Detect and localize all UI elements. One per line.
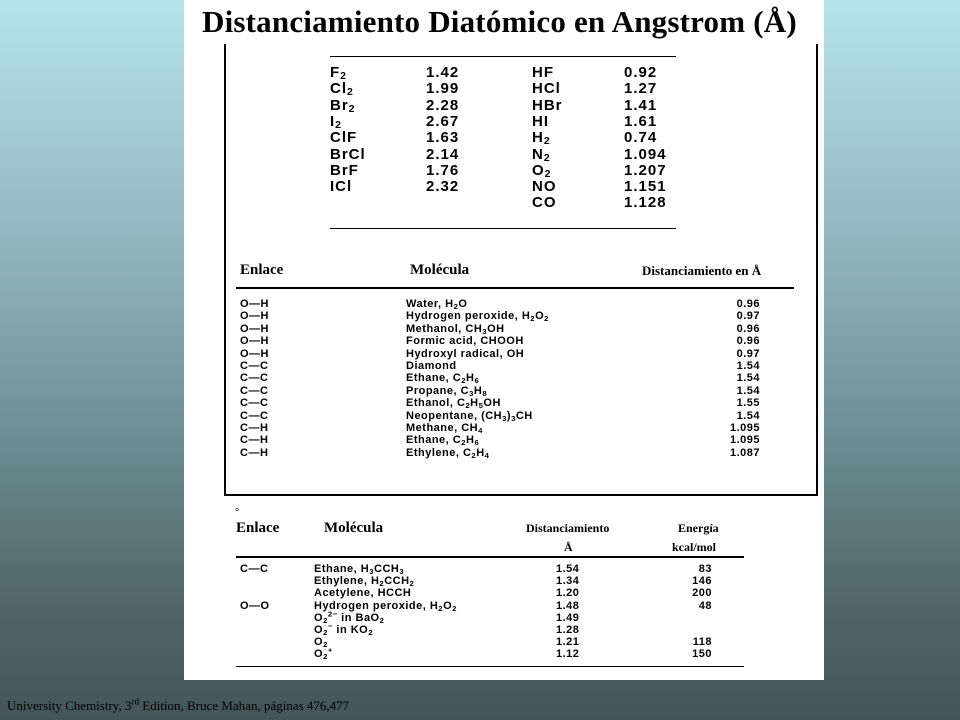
molecule-name: Methanol, $CH_3OH$ [406, 322, 505, 336]
bond-distance: 1.54 [556, 563, 580, 575]
molecule-formula: NO [532, 178, 557, 196]
bond-length: 1.094 [624, 145, 667, 163]
bond-length: 2.67 [426, 112, 460, 130]
bond-length: 1.76 [426, 161, 460, 179]
molecule-formula: ClF [330, 129, 358, 147]
molecule-name: Hydroxyl radical, OH [406, 347, 525, 360]
molecule-name: Ethane, $C_2H_6$ [406, 434, 480, 448]
bond-type: C—C [240, 409, 269, 422]
molecule-name: Propane, $C_3H_8$ [406, 384, 488, 398]
document-page [184, 0, 824, 680]
molecule-formula: HCl [532, 80, 561, 98]
diatomic-row [532, 113, 932, 129]
header-molecule-2: Molécula [324, 520, 384, 536]
molecule-formula: HI [532, 112, 549, 130]
bond-row [240, 360, 760, 373]
molecule-formula: BrCl [330, 145, 366, 163]
bond-distance: 1.54 [736, 372, 760, 385]
diatomic-row [532, 178, 932, 194]
bond-length: 1.63 [426, 129, 460, 147]
header-bond: Enlace [240, 262, 284, 278]
bond-type: C—H [240, 422, 269, 434]
molecule-name: $O_2$ [314, 636, 328, 650]
bond-distance: 1.55 [736, 397, 760, 410]
bond-energy: 200 [692, 587, 712, 600]
energy-row [240, 645, 740, 662]
bond-length: 0.92 [624, 64, 658, 81]
molecule-name: Acetylene, HCCH [314, 587, 412, 600]
bond-type: C—C [240, 372, 269, 385]
diatomic-row [532, 194, 932, 210]
bond-distance: 1.28 [556, 624, 580, 636]
molecule-name: Ethanol, $C_2H_5OH$ [406, 397, 501, 411]
diatomic-row [532, 64, 932, 80]
bond-energy: 83 [698, 563, 712, 575]
bond-distance: 0.97 [736, 310, 760, 323]
molecule-name: $O_2^-$ in $KO_2$ [314, 621, 374, 637]
bond-distance: 1.12 [556, 648, 580, 661]
molecule-name: Neopentane, $(CH_3)_3CH$ [406, 409, 533, 423]
molecule-formula: $I_2$ [330, 112, 343, 131]
bond-type: O—H [240, 347, 269, 360]
diatomic-row [532, 129, 932, 148]
bond-type: C—C [240, 360, 269, 372]
bond-distance: 0.97 [736, 347, 760, 360]
bond-distance: 1.095 [729, 422, 760, 434]
header-distance: Distanciamiento en Å [642, 263, 762, 278]
header-energy-unit: kcal/mol [672, 540, 716, 554]
bond-row [240, 447, 760, 460]
bond-type: O—H [240, 322, 269, 335]
molecule-name: $O_2^+$ [314, 645, 333, 662]
bond-row [240, 385, 760, 398]
bond-length: 1.151 [624, 178, 667, 196]
bond-length: 1.207 [624, 161, 667, 179]
bond-length: 1.27 [624, 80, 658, 98]
bond-length: 1.99 [426, 80, 460, 98]
bond-length: 2.32 [426, 178, 460, 196]
molecule-name: $O_2^{2-}$ in BaO$_2$ [314, 609, 385, 625]
molecule-formula: $O_2$ [532, 161, 552, 180]
molecule-formula: HBr [532, 96, 563, 114]
bond-row [240, 434, 760, 447]
energy-row [240, 609, 740, 625]
molecule-formula: BrF [330, 161, 359, 179]
source-caption: University Chemistry, 3rd Edition, Bruce Mahan, páginas 476,477 [7, 696, 350, 713]
bond-row [240, 422, 760, 435]
molecule-formula: $H_2$ [532, 129, 551, 148]
bond-length: 1.41 [624, 96, 658, 114]
bond-type: C—C [240, 384, 269, 397]
bond-header-rule [236, 287, 794, 289]
bond-row [240, 310, 760, 323]
energy-row [240, 563, 740, 575]
bond-row [240, 410, 760, 423]
diatomic-top-rule [330, 56, 676, 57]
energy-row [240, 600, 740, 612]
molecule-name: Ethylene, $C_2H_4$ [406, 446, 490, 460]
bond-length: 1.42 [426, 64, 460, 81]
molecule-name: Methane, $CH_4$ [406, 422, 483, 435]
bond-distance: 0.96 [736, 335, 760, 348]
header-molecule: Molécula [410, 262, 470, 278]
header-distance-2: Distanciamiento [526, 521, 610, 535]
molecule-name: Ethane, $C_2H_6$ [406, 372, 480, 386]
bond-distance: 0.96 [736, 298, 760, 310]
bond-length: 1.128 [624, 194, 667, 212]
page-title: Distanciamiento Diatómico en Angstrom (Å) [202, 4, 797, 39]
energy-row [240, 587, 740, 599]
bond-row [240, 348, 760, 361]
bond-distance: 1.087 [729, 446, 760, 459]
header-energy: Energía [678, 521, 719, 535]
header-distance-unit: Å [564, 540, 573, 554]
bond-distance: 1.21 [556, 636, 580, 649]
molecule-formula: $Br_2$ [330, 96, 356, 115]
energy-bottom-rule [236, 666, 744, 667]
bond-type: O—H [240, 310, 269, 323]
bond-length: 2.28 [426, 96, 460, 114]
bond-type: C—C [240, 397, 269, 410]
bond-type: C—C [240, 563, 269, 575]
bond-energy: 150 [692, 648, 712, 661]
bond-row [240, 397, 760, 410]
bond-distance: 1.54 [736, 384, 760, 397]
molecule-name: Diamond [406, 360, 457, 372]
molecule-formula: $Cl_2$ [330, 80, 354, 99]
bond-type: C—H [240, 446, 269, 459]
energy-header-rule [236, 556, 744, 558]
bond-length: 1.61 [624, 112, 658, 130]
bond-row [240, 335, 760, 348]
molecule-name: Hydrogen peroxide, $H_2O_2$ [314, 599, 457, 613]
bond-distance: 1.48 [556, 599, 580, 612]
diatomic-row [532, 146, 932, 162]
bond-distance: 1.54 [736, 409, 760, 422]
diatomic-bottom-rule [330, 228, 676, 229]
molecule-name: Ethane, $H_3CCH_3$ [314, 563, 405, 576]
energy-row [240, 575, 740, 587]
bond-distance: 1.20 [556, 587, 580, 600]
bond-length: 0.74 [624, 129, 658, 147]
bond-energy: 48 [698, 599, 712, 612]
molecule-formula: $F_2$ [330, 64, 348, 82]
bond-type: O—H [240, 335, 269, 348]
bond-row [240, 372, 760, 385]
bond-distance: 0.96 [736, 322, 760, 335]
molecule-formula: ICl [330, 178, 353, 196]
diatomic-row [532, 162, 932, 178]
header-bond-2: Enlace [236, 520, 280, 536]
bond-energy: 118 [692, 636, 712, 649]
energy-row [240, 621, 740, 637]
bond-type: C—H [240, 434, 269, 447]
bond-distance: 1.54 [736, 360, 760, 372]
molecule-formula: $N_2$ [532, 145, 551, 164]
bond-distance: 1.49 [556, 611, 580, 624]
molecule-name: Hydrogen peroxide, $H_2O_2$ [406, 310, 549, 324]
bullet-dot: ∘ [234, 505, 241, 516]
molecule-formula: CO [532, 194, 557, 212]
molecule-name: Water, $H_2O$ [406, 298, 468, 311]
diatomic-row [532, 80, 932, 96]
energy-row [240, 636, 740, 648]
bond-length: 2.14 [426, 145, 460, 163]
bond-type: O—O [240, 599, 270, 612]
molecule-name: Ethylene, $H_2CCH_2$ [314, 575, 415, 589]
diatomic-row [532, 97, 932, 113]
bond-distance: 1.34 [556, 575, 580, 588]
molecule-formula: HF [532, 64, 554, 81]
bond-row [240, 298, 760, 311]
bond-distance: 1.095 [729, 434, 760, 447]
bond-energy: 146 [692, 575, 712, 588]
bond-type: O—H [240, 298, 269, 310]
molecule-name: Formic acid, CHOOH [406, 335, 524, 348]
bond-row [240, 323, 760, 336]
